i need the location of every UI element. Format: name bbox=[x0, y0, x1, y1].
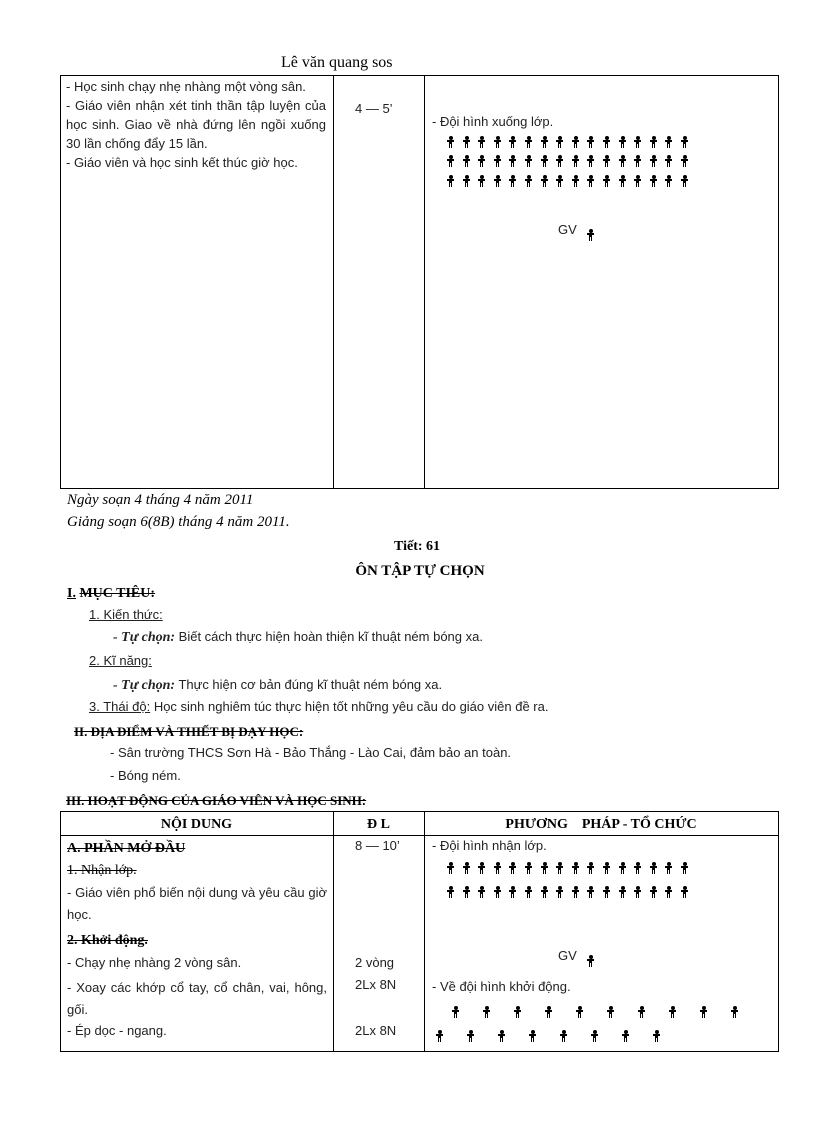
skill-label: - Tự chọn: bbox=[113, 678, 176, 693]
student-figure-icon bbox=[587, 886, 594, 898]
student-figure-icon bbox=[541, 886, 548, 898]
student-figure-icon bbox=[587, 955, 594, 967]
student-figure-icon bbox=[509, 175, 516, 187]
student-figure-icon bbox=[478, 175, 485, 187]
student-figure-icon bbox=[447, 886, 454, 898]
student-figure-icon bbox=[541, 862, 548, 874]
student-figure-icon bbox=[509, 155, 516, 167]
activities-heading: III. HOẠT ĐỘNG CỦA GIÁO VIÊN VÀ HỌC SINH: bbox=[66, 793, 367, 808]
student-figure-icon bbox=[447, 862, 454, 874]
closing-content bbox=[66, 77, 326, 172]
date-taught: Giảng soạn 6(8B) tháng 4 năm 2011. bbox=[67, 514, 290, 530]
student-figure-icon bbox=[634, 886, 641, 898]
student-figure-icon bbox=[556, 862, 563, 874]
student-figure-icon bbox=[556, 155, 563, 167]
student-figure-icon bbox=[509, 862, 516, 874]
student-figure-icon bbox=[619, 175, 626, 187]
author-header: Lê văn quang sos bbox=[281, 54, 393, 71]
student-figure-icon bbox=[650, 886, 657, 898]
student-figure-icon bbox=[619, 155, 626, 167]
student-figure-icon bbox=[731, 1006, 738, 1018]
knowledge-label: - Tự chọn: bbox=[113, 630, 176, 645]
warmup-heading: 2. Khởi động. bbox=[67, 933, 148, 948]
content-item: - Học sinh chạy nhẹ nhàng một vòng sân. bbox=[66, 79, 306, 94]
student-figure-icon bbox=[603, 136, 610, 148]
student-figure-icon bbox=[525, 886, 532, 898]
location-item: - Bóng ném. bbox=[110, 768, 181, 783]
section-roman: I. bbox=[67, 586, 76, 601]
student-figure-icon bbox=[650, 175, 657, 187]
student-figure-icon bbox=[467, 1030, 474, 1042]
student-figure-icon bbox=[545, 1006, 552, 1018]
student-figure-icon bbox=[634, 862, 641, 874]
closing-time: 4 — 5’ bbox=[355, 101, 393, 116]
student-figure-icon bbox=[463, 175, 470, 187]
student-figure-icon bbox=[587, 862, 594, 874]
student-figure-icon bbox=[463, 862, 470, 874]
knowledge-text: Biết cách thực hiện hoàn thiện kĩ thuật ném bóng xa. bbox=[175, 629, 483, 644]
skill-line bbox=[113, 677, 442, 694]
student-figure-icon bbox=[681, 862, 688, 874]
student-figure-icon bbox=[607, 1006, 614, 1018]
student-figure-icon bbox=[541, 155, 548, 167]
skill-text: Thực hiện cơ bản đúng kĩ thuật ném bóng xa. bbox=[175, 677, 443, 692]
student-figure-icon bbox=[665, 886, 672, 898]
student-figure-icon bbox=[463, 886, 470, 898]
date-prepared: Ngày soạn 4 tháng 4 năm 2011 bbox=[67, 492, 254, 508]
student-figure-icon bbox=[529, 1030, 536, 1042]
attitude-line bbox=[89, 699, 548, 714]
student-figure-icon bbox=[665, 155, 672, 167]
student-figure-icon bbox=[494, 886, 501, 898]
student-figure-icon bbox=[463, 155, 470, 167]
student-figure-icon bbox=[650, 155, 657, 167]
student-figure-icon bbox=[572, 886, 579, 898]
objectives-heading bbox=[67, 585, 155, 603]
student-figure-icon bbox=[560, 1030, 567, 1042]
student-figure-icon bbox=[463, 136, 470, 148]
student-figure-icon bbox=[483, 1006, 490, 1018]
student-figure-icon bbox=[622, 1030, 629, 1042]
closing-formation-label: - Đội hình xuống lớp. bbox=[432, 114, 554, 129]
student-figure-icon bbox=[681, 136, 688, 148]
student-figure-icon bbox=[619, 886, 626, 898]
warmup-formation-label: - Về đội hình khởi động. bbox=[432, 979, 571, 994]
student-figure-icon bbox=[556, 136, 563, 148]
student-figure-icon bbox=[619, 136, 626, 148]
roll-call-formation-label: - Đội hình nhận lớp. bbox=[432, 838, 547, 853]
skill-heading: 2. Kĩ năng: bbox=[89, 653, 152, 668]
student-figure-icon bbox=[665, 862, 672, 874]
student-figure-icon bbox=[603, 175, 610, 187]
teacher-position-2 bbox=[558, 948, 577, 963]
student-figure-icon bbox=[494, 136, 501, 148]
teacher-label: GV bbox=[558, 948, 577, 963]
student-figure-icon bbox=[572, 155, 579, 167]
student-figure-icon bbox=[509, 136, 516, 148]
warmup-item: - Xoay các khớp cổ tay, cổ chân, vai, hông, gối. bbox=[67, 980, 327, 1017]
student-figure-icon bbox=[494, 175, 501, 187]
student-figure-icon bbox=[541, 175, 548, 187]
student-figure-icon bbox=[447, 175, 454, 187]
student-figure-icon bbox=[514, 1006, 521, 1018]
student-figure-icon bbox=[478, 862, 485, 874]
location-item: - Sân trường THCS Sơn Hà - Bảo Thắng - Lào Cai, đảm bảo an toàn. bbox=[110, 745, 512, 760]
student-figure-icon bbox=[478, 136, 485, 148]
student-figure-icon bbox=[494, 155, 501, 167]
student-figure-icon bbox=[619, 862, 626, 874]
student-figure-icon bbox=[498, 1030, 505, 1042]
warmup-dose: 2Lx 8N bbox=[355, 977, 397, 992]
header-content: NỘI DUNG bbox=[160, 817, 233, 832]
student-figure-icon bbox=[576, 1006, 583, 1018]
student-figure-icon bbox=[603, 155, 610, 167]
period-number: Tiết: 61 bbox=[394, 539, 441, 554]
warmup-dose: 2Lx 8N bbox=[355, 1023, 397, 1038]
warmup-dose: 2 vòng bbox=[355, 955, 395, 970]
student-figure-icon bbox=[572, 136, 579, 148]
intro-text: - Giáo viên phổ biến nội dung và yêu cầu giờ học. bbox=[67, 885, 327, 922]
student-figure-icon bbox=[478, 886, 485, 898]
student-figure-icon bbox=[653, 1030, 660, 1042]
teacher-position bbox=[558, 222, 577, 237]
knowledge-line bbox=[113, 629, 483, 646]
part-a-time: 8 — 10’ bbox=[355, 838, 400, 853]
attitude-heading: 3. Thái độ: bbox=[89, 699, 151, 714]
lesson-title: ÔN TẬP TỰ CHỌN bbox=[355, 563, 485, 579]
student-figure-icon bbox=[452, 1006, 459, 1018]
student-figure-icon bbox=[669, 1006, 676, 1018]
attitude-text: Học sinh nghiêm túc thực hiện tốt những yêu cầu do giáo viên đề ra. bbox=[150, 699, 549, 714]
student-figure-icon bbox=[556, 175, 563, 187]
student-figure-icon bbox=[634, 155, 641, 167]
student-figure-icon bbox=[665, 136, 672, 148]
location-heading: II. ĐỊA ĐIỂM VÀ THIẾT BỊ DẠY HỌC: bbox=[74, 724, 304, 739]
student-figure-icon bbox=[587, 155, 594, 167]
part-a-heading: A. PHẦN MỞ ĐẦU bbox=[67, 841, 186, 856]
student-figure-icon bbox=[650, 862, 657, 874]
student-figure-icon bbox=[587, 229, 594, 241]
student-figure-icon bbox=[478, 155, 485, 167]
student-figure-icon bbox=[587, 136, 594, 148]
student-figure-icon bbox=[572, 862, 579, 874]
student-figure-icon bbox=[681, 886, 688, 898]
intro-heading: 1. Nhận lớp. bbox=[67, 863, 137, 878]
student-figure-icon bbox=[556, 886, 563, 898]
teacher-label: GV bbox=[558, 222, 577, 237]
student-figure-icon bbox=[603, 862, 610, 874]
header-method: PHƯƠNG PHÁP - TỔ CHỨC bbox=[505, 817, 697, 832]
student-figure-icon bbox=[572, 175, 579, 187]
student-figure-icon bbox=[525, 862, 532, 874]
student-figure-icon bbox=[638, 1006, 645, 1018]
warmup-item: - Ép dọc - ngang. bbox=[67, 1023, 167, 1038]
student-figure-icon bbox=[541, 136, 548, 148]
student-figure-icon bbox=[634, 136, 641, 148]
student-figure-icon bbox=[525, 175, 532, 187]
student-figure-icon bbox=[681, 155, 688, 167]
student-figure-icon bbox=[681, 175, 688, 187]
content-item: - Giáo viên nhận xét tinh thần tập luyện của học sinh. Giao về nhà đứng lên ngồi xuống 30 lần chống đẩy 15 lần. bbox=[66, 98, 326, 151]
student-figure-icon bbox=[603, 886, 610, 898]
content-item: - Giáo viên và học sinh kết thúc giờ học. bbox=[66, 155, 298, 170]
student-figure-icon bbox=[650, 136, 657, 148]
section-title: MỤC TIÊU: bbox=[79, 586, 156, 601]
student-figure-icon bbox=[525, 136, 532, 148]
student-figure-icon bbox=[436, 1030, 443, 1042]
student-figure-icon bbox=[525, 155, 532, 167]
student-figure-icon bbox=[700, 1006, 707, 1018]
header-dosage: Đ L bbox=[367, 817, 390, 832]
student-figure-icon bbox=[591, 1030, 598, 1042]
student-figure-icon bbox=[494, 862, 501, 874]
student-figure-icon bbox=[634, 175, 641, 187]
knowledge-heading: 1. Kiến thức: bbox=[89, 607, 163, 622]
student-figure-icon bbox=[665, 175, 672, 187]
student-figure-icon bbox=[447, 155, 454, 167]
student-figure-icon bbox=[447, 136, 454, 148]
student-figure-icon bbox=[587, 175, 594, 187]
warmup-item: - Chạy nhẹ nhàng 2 vòng sân. bbox=[67, 955, 242, 970]
student-figure-icon bbox=[509, 886, 516, 898]
